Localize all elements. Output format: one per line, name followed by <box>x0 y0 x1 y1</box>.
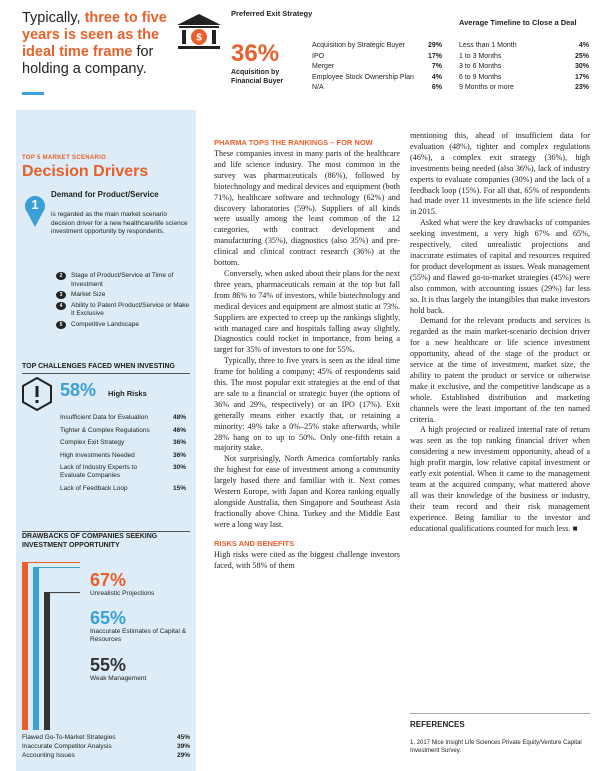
article-column-1 <box>214 138 400 572</box>
row-value: 17% <box>427 52 442 60</box>
paragraph: These companies invest in many parts of the healthcare and life science industry. The most common in the survey was pharmaceuticals (86%), followed by biotechnology and medical devices and equipment (both 71%), healthcare software and technology (62%) and discovery laboratories (59%). Suppliers of all kinds were usually among the least common of the 12 categories, with contract development and manufacturing (35%), diagnostics (also 35%) and pre-clinical and clinical contract research (36%) at the bottom. <box>214 149 400 268</box>
preferred-exit-top-pct: 36% <box>231 40 280 67</box>
challenges-rule <box>22 373 190 374</box>
paragraph: mentioning this, ahead of insufficient data for evaluation (48%), tighter and complex regulations (46%), a complex exit strategy (36%), high investments being needed (also 36%), lack of industry experts to evaluate companies (30%) and the lack of a feedback loop (15%). For all that, 65% of respondents had made over 11 investments in the life science field in 2015. <box>410 131 590 217</box>
number-badge-icon: 3 <box>56 291 66 299</box>
row-value: 36% <box>172 451 186 459</box>
number-badge-icon: 4 <box>56 302 66 310</box>
headline-rule <box>22 92 44 95</box>
table-row <box>22 733 190 742</box>
paragraph: Demand for the relevant products and services is regarded as the main market-scenario decision driver for a new healthcare or life science investment opportunity, ahead of the stage of the product or service at the time of investment, market size, the ability to patent the product or service or otherwise make it exclusive, and the competitive landscape as a whole. Established distribution and marketing channels were the least important of the ten named criteria. <box>410 316 590 424</box>
row-value: 17% <box>574 73 589 81</box>
drawback-item <box>90 655 190 683</box>
paragraph <box>410 425 590 534</box>
svg-text:$: $ <box>196 32 202 44</box>
row-label: Acquisition by Strategic Buyer <box>312 42 405 49</box>
row-label: Complex Exit Strategy <box>60 439 125 446</box>
headline-highlight: three to five years is seen as the ideal time frame <box>22 10 167 60</box>
drawbacks-rule <box>22 531 190 532</box>
list-item <box>56 321 191 330</box>
drawbacks-heading: DRAWBACKS OF COMPANIES SEEKING INVESTMENT OPPORTUNITY <box>22 533 158 549</box>
row-label: Insufficient Data for Evaluation <box>60 414 149 421</box>
end-mark-icon: ■ <box>572 523 578 533</box>
table-row <box>459 62 589 73</box>
table-row <box>459 41 589 52</box>
row-label: Merger <box>312 63 335 70</box>
svg-text:1: 1 <box>31 197 39 212</box>
paragraph: Not surprisingly, North America comfortably ranks the highest for ease of investment among a community largely based there and familiar with it. Next comes Western Europe, with Japan and Korea ranking equally alongside Australia, then Singapore and Southeast Asia fractionally above China. Turkey and the Middle East were a long way last. <box>214 454 400 529</box>
drawback-bar-leader <box>33 567 80 568</box>
drawback-item <box>90 570 190 598</box>
drawback-label: Inaccurate Estimates of Capital & Resources <box>90 628 187 643</box>
row-value: 30% <box>574 63 589 70</box>
paragraph: Conversely, when asked about their plans for the next three years, pharmaceuticals remain at the top but fall from 86% to 74% of investors, while biotechnology and medical devices and equipment are almost static at 73%. Suppliers are expected to creep up the rankings slightly, with managed care and hospitals falling away slightly. Diagnostics could rocket in importance, from being a target for 35% of investors to one for 55%. <box>214 268 400 355</box>
list-item-label: Competitive Landscape <box>71 320 139 328</box>
list-item-label: Stage of Product/Service at Time of Investment <box>71 272 174 288</box>
table-row <box>60 414 186 422</box>
preferred-exit-top-label: Acquisition by Financial Buyer <box>231 69 284 85</box>
references-text: 1. 2017 Nice Insight Life Sciences Private Equity/Venture Capital Investment Survey. <box>410 740 582 754</box>
table-row <box>60 439 186 447</box>
row-label: Lack of Feedback Loop <box>60 484 128 492</box>
section-heading-pharma: PHARMA TOPS THE RANKINGS – FOR NOW <box>214 138 373 147</box>
table-row <box>60 452 186 460</box>
drawback-label: Weak Management <box>90 675 147 682</box>
drawback-pct: 67% <box>90 570 127 590</box>
drawback-label: Unrealistic Projections <box>90 590 155 597</box>
row-value: 45% <box>176 734 190 741</box>
row-value: 36% <box>172 439 186 446</box>
table-row <box>22 742 190 751</box>
driver-list <box>56 272 191 331</box>
preferred-exit-title: Preferred Exit Strategy <box>231 9 313 18</box>
number-badge-icon: 5 <box>56 321 66 329</box>
challenges-table <box>60 414 186 497</box>
row-value: 29% <box>176 752 190 759</box>
number-badge-icon: 2 <box>56 272 66 280</box>
headline-pre: Typically, <box>22 10 85 26</box>
row-value: 39% <box>176 743 190 750</box>
row-label: 1 to 3 Months <box>459 52 502 60</box>
list-item-label: Market Size <box>71 291 106 298</box>
row-value: 23% <box>574 84 589 91</box>
row-label: 3 to 6 Months <box>459 63 502 70</box>
headline <box>22 10 172 78</box>
references-heading: REFERENCES <box>410 720 465 729</box>
headline-post: for holding a company. <box>22 44 154 77</box>
drawback-bar-leader <box>22 562 80 563</box>
paragraph: Typically, three to five years is seen as the ideal time frame for holding a company; 45% of respondents said this. The most popular exit strategies at the end of that are sale to a financial or strategic buyer (the options of 36% and 29%, respectively) or an IPO (17%). Exit generally means either exactly that, or retaining a minority: 49% take a 0%–25% stake afterwards, while 28% hang on to up to 50%. Only one-fifth retain a majority stake. <box>214 356 400 453</box>
sidebar-title: Decision Drivers <box>22 163 149 180</box>
row-value: 4% <box>431 73 442 81</box>
paragraph: High risks were cited as the biggest challenge investors faced, with 58% of them <box>214 549 400 570</box>
table-row <box>60 485 186 493</box>
drawback-bar <box>33 567 39 730</box>
row-label: IPO <box>312 52 325 60</box>
sidebar-label: TOP 5 MARKET SCENARIO <box>22 155 107 161</box>
top-driver-description: is regarded as the main market scenario decision driver for a new healthcare/life science investment opportunity by respondents. <box>51 211 188 235</box>
row-value: 4% <box>578 42 589 49</box>
list-item-label: Ability to Patent Product/Service or Make It Exclusive <box>71 301 190 317</box>
row-label: N/A <box>312 84 324 91</box>
table-row <box>312 41 442 52</box>
row-value: 29% <box>427 42 442 49</box>
row-value: 30% <box>172 464 186 471</box>
row-label: Accounting Issues <box>22 752 75 759</box>
row-value: 15% <box>172 484 186 492</box>
table-row <box>60 427 186 435</box>
row-label: High Investments Needed <box>60 451 135 459</box>
drawback-pct: 55% <box>90 655 127 675</box>
article-column-2 <box>410 131 590 535</box>
row-value: 46% <box>172 426 186 434</box>
row-value: 48% <box>172 414 186 421</box>
references-rule <box>410 713 590 714</box>
paragraph-text: A high projected or realized internal rate of return was seen as the top ranking financial driver when considering a new investment opportunity, ahead of a high profit margin, low relative capital investment or early exit potential. When it came to the management team at the acquired company, what mattered above all was their knowledge of the business or industry, their team record and their risk management experience. Being familiar to the investor and educational qualifications counted for much less. <box>410 425 590 533</box>
drawbacks-more-table <box>22 733 190 760</box>
list-item <box>56 291 191 300</box>
table-row <box>22 751 190 760</box>
drawback-bar <box>22 562 28 730</box>
row-label: Less than 1 Month <box>459 42 517 49</box>
row-value: 25% <box>574 52 589 60</box>
timeline-table <box>459 41 589 94</box>
table-row <box>459 73 589 84</box>
list-item <box>56 272 191 289</box>
row-label: 9 Months or more <box>459 84 514 91</box>
table-row <box>312 83 442 94</box>
timeline-title: Average Timeline to Close a Deal <box>459 18 577 27</box>
table-row <box>312 52 442 63</box>
high-risks-pct: 58% <box>60 380 97 400</box>
high-risks-label: High Risks <box>108 389 147 398</box>
row-label: Lack of Industry Experts to Evaluate Companies <box>60 464 137 479</box>
row-label: 6 to 9 Months <box>459 73 502 81</box>
table-row <box>60 464 186 480</box>
paragraph: Asked what were the key drawbacks of companies seeking investment, a very high 67% and 65%, respectively, cited unrealistic projections and inaccurate estimates of capital and resources required for product development as issues. Weak management (55%) and flawed go-to-market strategies (45%) were also common, with accounting issues (29%) far less so. It is thus largely the intangibles that make investors hold back. <box>410 218 590 315</box>
number-one-badge-icon <box>24 192 46 228</box>
drawbacks-bar-chart <box>22 562 80 730</box>
table-row <box>459 52 589 63</box>
challenges-heading: TOP CHALLENGES FACED WHEN INVESTING <box>22 363 175 370</box>
row-label: Flawed Go-To-Market Strategies <box>22 734 116 741</box>
row-value: 6% <box>431 84 442 91</box>
drawback-item <box>90 608 190 644</box>
drawback-bar-leader <box>44 592 80 593</box>
table-row <box>312 62 442 73</box>
drawback-pct: 65% <box>90 608 127 628</box>
bank-dollar-icon <box>175 12 223 52</box>
row-value: 7% <box>431 63 442 70</box>
row-label: Inaccurate Competitor Analysis <box>22 743 112 750</box>
preferred-exit-table <box>312 41 442 94</box>
top-driver-heading: Demand for Product/Service <box>51 190 159 199</box>
section-heading-risks: RISKS AND BENEFITS <box>214 538 295 548</box>
warning-icon <box>22 377 52 411</box>
table-row <box>312 73 442 84</box>
row-label: Tighter & Complex Regulations <box>60 426 150 434</box>
row-label: Employee Stock Ownership Plan <box>312 73 414 81</box>
drawback-bar <box>44 592 50 730</box>
list-item <box>56 302 191 319</box>
table-row <box>459 83 589 94</box>
